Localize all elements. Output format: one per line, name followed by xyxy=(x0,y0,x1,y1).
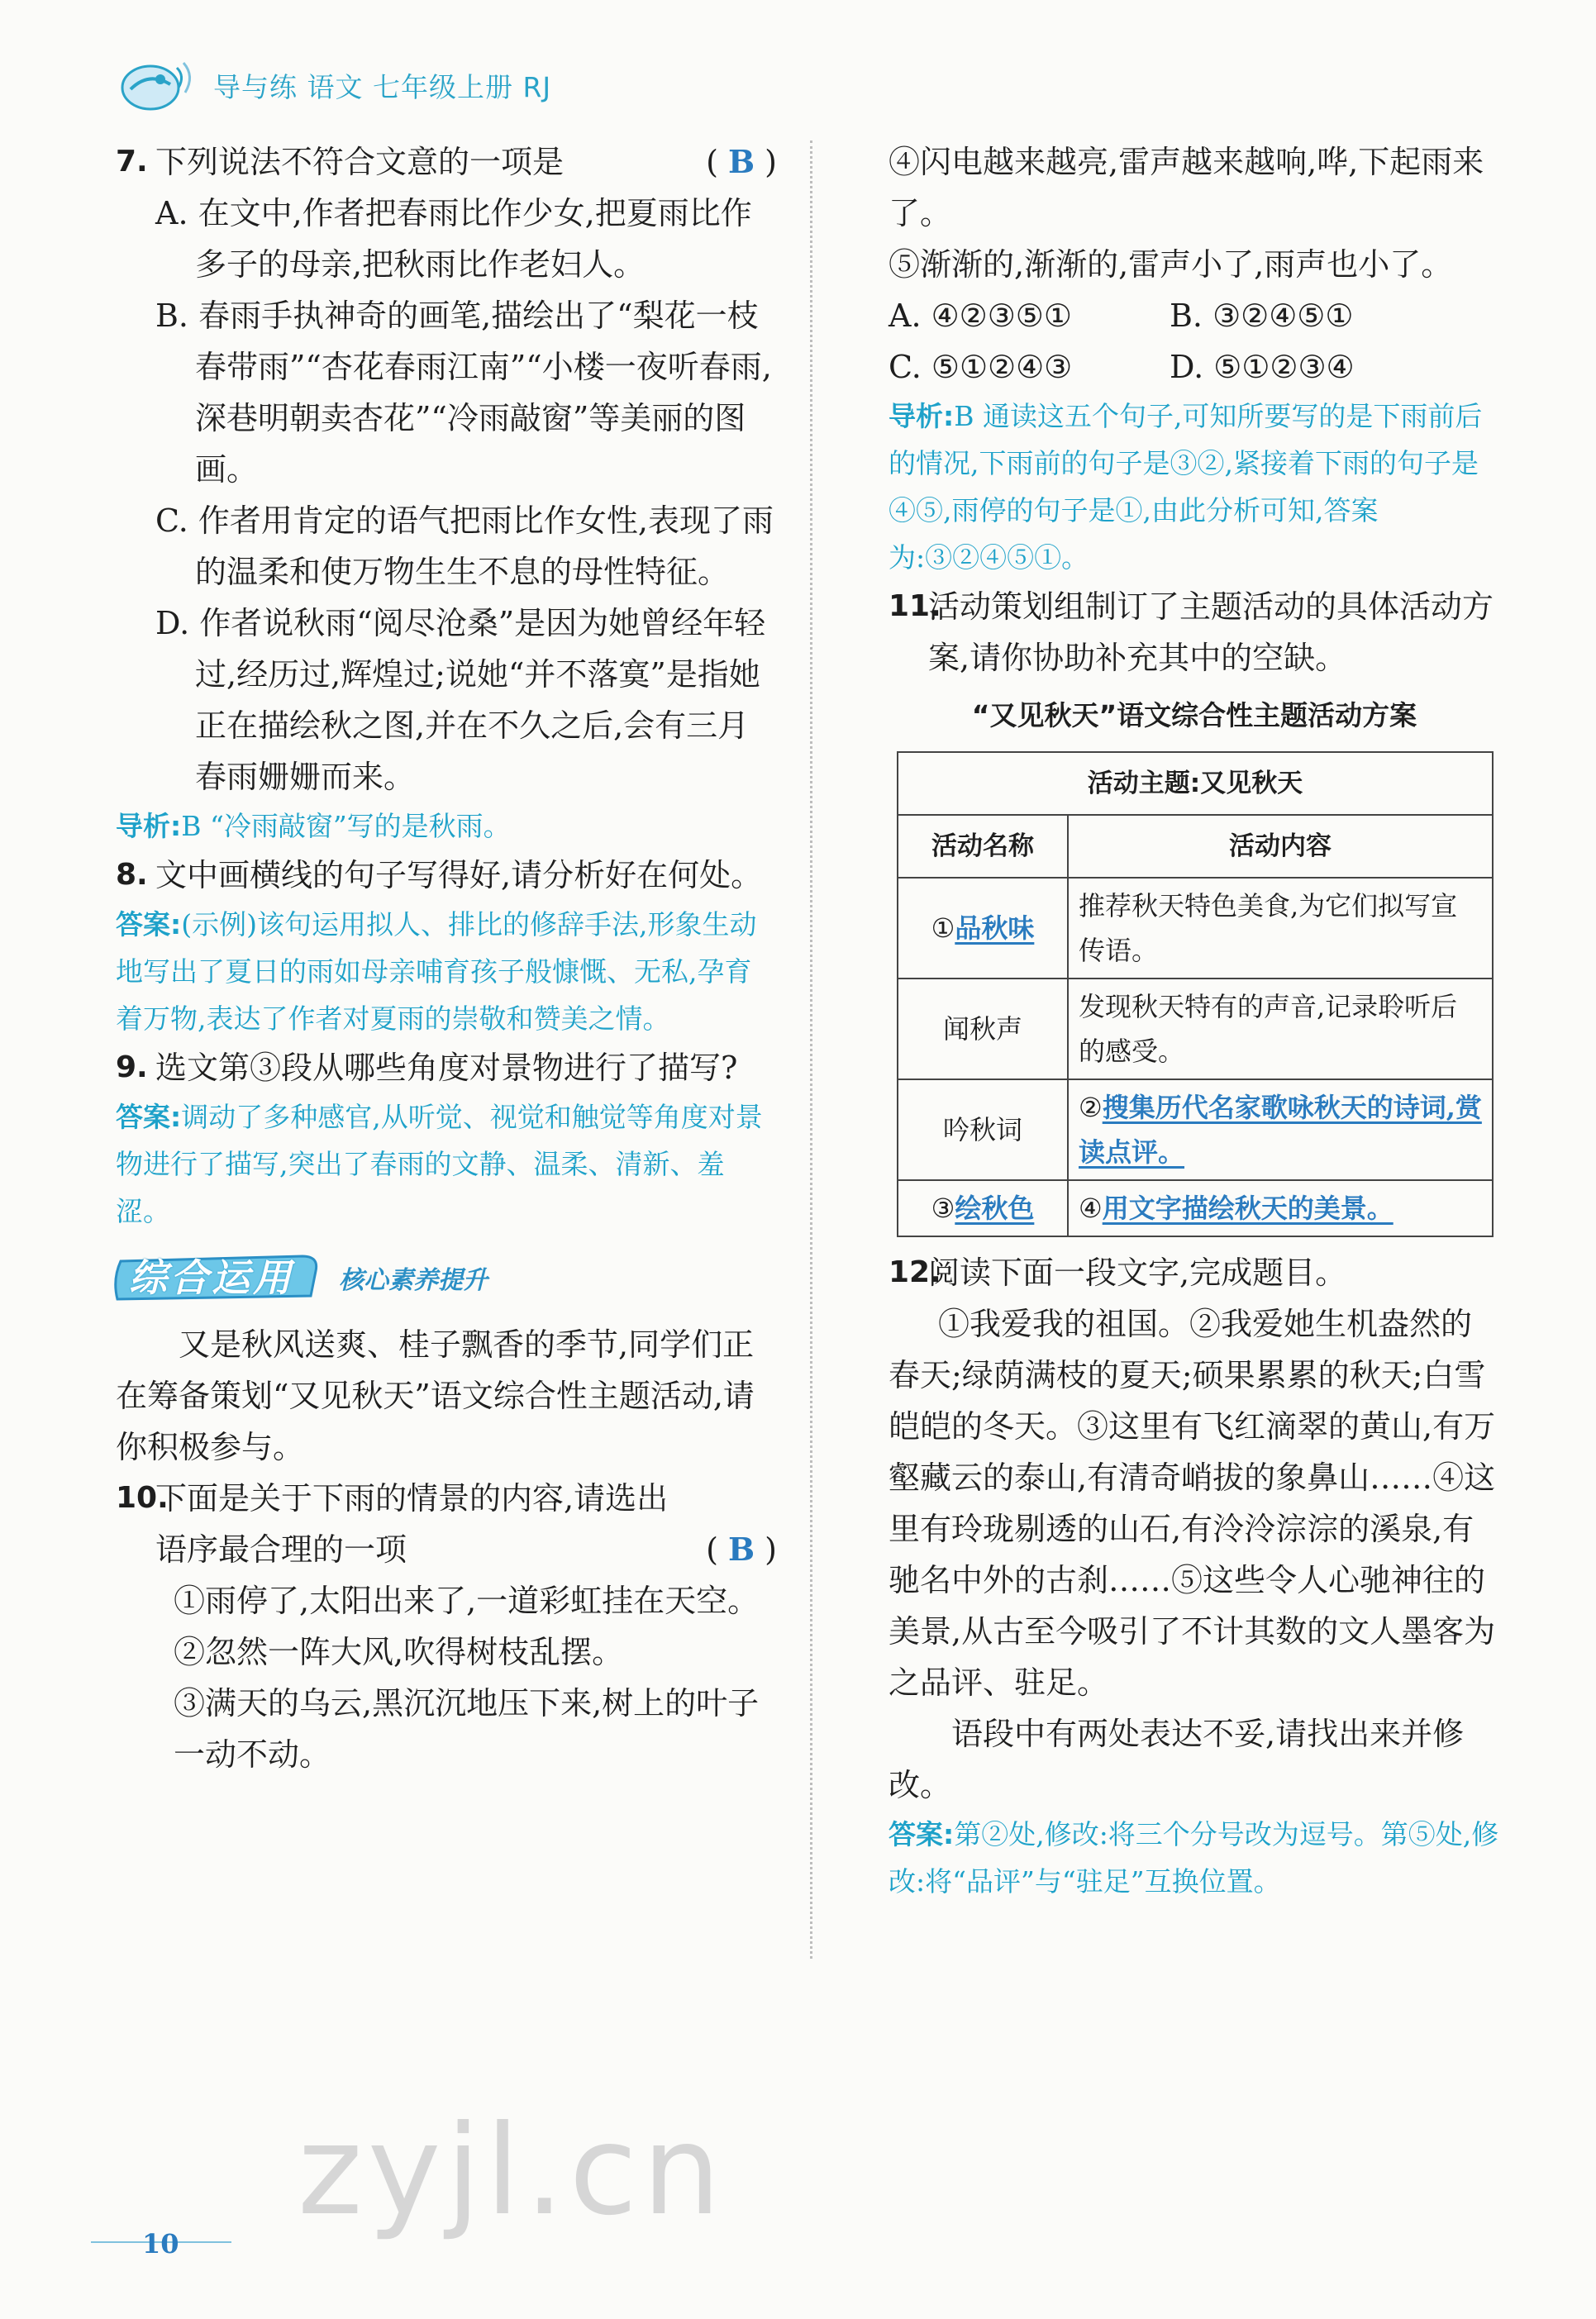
option-d: D. ⑤①②③④ xyxy=(1170,349,1355,385)
option-c: C. ⑤①②④③ xyxy=(889,349,1073,385)
question-12 xyxy=(889,1247,1500,1905)
option-c: C. 作者用肯定的语气把雨比作女性,表现了雨的温柔和使万物生生不息的母性特征。 xyxy=(155,502,774,590)
section-title: 综合运用 xyxy=(129,1255,294,1300)
sentence-2: ②忽然一阵大风,吹得树枝乱摆。 xyxy=(174,1634,624,1670)
page-number: 10 xyxy=(142,2228,179,2259)
option-b: B. ③②④⑤① xyxy=(1170,298,1354,334)
choice-answer: B xyxy=(727,1531,755,1568)
question-number: 9. xyxy=(116,1050,148,1084)
table-row xyxy=(898,979,1493,1079)
answer-bracket: ( B ) xyxy=(706,143,777,180)
intro-paragraph: 又是秋风送爽、桂子飘香的季节,同学们正在筹备策划“又见秋天”语文综合性主题活动,请你积极参与。 xyxy=(116,1326,755,1465)
option-b: B. 春雨手执神奇的画笔,描绘出了“梨花一枝春带雨”“杏花春雨江南”“小楼一夜听春雨,深巷明朝卖杏花”“冷雨敲窗”等美丽的图画。 xyxy=(155,298,772,488)
watermark: zyjl.cn xyxy=(298,2099,727,2243)
question-stem: 文中画横线的句子写得好,请分析好在何处。 xyxy=(155,857,763,893)
sentence-4: ④闪电越来越亮,雷声越来越响,哗,下起雨来了。 xyxy=(889,144,1484,231)
analysis: 导析:B “冷雨敲窗”写的是秋雨。 xyxy=(116,810,511,842)
activity-name: ①品秋味 xyxy=(898,878,1068,979)
book-logo-icon xyxy=(116,51,198,117)
answer: 答案:(示例)该句运用拟人、排比的修辞手法,形象生动地写出了夏日的雨如母亲哺育孩子般慷慨、无私,孕育着万物,表达了作者对夏雨的崇敬和赞美之情。 xyxy=(116,908,757,1035)
page-header xyxy=(116,51,694,117)
right-column xyxy=(889,136,1500,1905)
activity-content: 发现秋天特有的声音,记录聆听后的感受。 xyxy=(1068,979,1493,1079)
question-10 xyxy=(116,1473,777,1780)
question-9 xyxy=(116,1042,777,1235)
activity-content: ②搜集历代名家歌咏秋天的诗词,赏读点评。 xyxy=(1068,1079,1493,1180)
column-header-name: 活动名称 xyxy=(898,815,1068,878)
activity-plan-table xyxy=(897,751,1494,1237)
question-number: 12. xyxy=(889,1255,941,1289)
table-header-row xyxy=(898,815,1493,878)
section-subtitle: 核心素养提升 xyxy=(339,1266,488,1295)
question-number: 11. xyxy=(889,589,941,623)
question-stem: 阅读下面一段文字,完成题目。 xyxy=(928,1255,1347,1291)
answer: 答案:第②处,修改:将三个分号改为逗号。第⑤处,修改:将“品评”与“驻足”互换位置。 xyxy=(889,1818,1499,1898)
options-row-1 xyxy=(889,290,1500,341)
choice-answer: B xyxy=(727,143,755,180)
question-number: 10. xyxy=(116,1481,169,1515)
question-number: 7. xyxy=(116,145,148,179)
sentence-3: ③满天的乌云,黑沉沉地压下来,树上的叶子一动不动。 xyxy=(174,1685,760,1773)
activity-content: ④用文字描绘秋天的美景。 xyxy=(1068,1180,1493,1236)
option-a: A. ④②③⑤① xyxy=(889,298,1072,334)
sentence-1: ①雨停了,太阳出来了,一道彩虹挂在天空。 xyxy=(174,1583,760,1619)
table-row xyxy=(898,1180,1493,1236)
analysis: 导析:B 通读这五个句子,可知所要写的是下雨前后的情况,下雨前的句子是③②,紧接着下雨的句子是④⑤,雨停的句子是①,由此分析可知,答案为:③②④⑤①。 xyxy=(889,400,1483,574)
question-stem: 下面是关于下雨的情景的内容,请选出语序最合理的一项 xyxy=(155,1480,669,1568)
activity-content: 推荐秋天特色美食,为它们拟写宣传语。 xyxy=(1068,878,1493,979)
left-column xyxy=(116,136,777,1780)
column-header-content: 活动内容 xyxy=(1068,815,1493,878)
question-stem: 下列说法不符合文意的一项是 xyxy=(155,144,565,180)
table-row xyxy=(898,1079,1493,1180)
table-row xyxy=(898,878,1493,979)
question-11 xyxy=(889,581,1500,1237)
column-divider xyxy=(810,140,812,1959)
question-number: 8. xyxy=(116,858,148,892)
option-d: D. 作者说秋雨“阅尽沧桑”是因为她曾经年轻过,经历过,辉煌过;说她“并不落寞”是指她正在描绘秋之图,并在不久之后,会有三月春雨姗姗而来。 xyxy=(155,605,766,795)
question-stem: 选文第③段从哪些角度对景物进行了描写? xyxy=(155,1050,738,1086)
table-theme: 活动主题:又见秋天 xyxy=(898,752,1493,815)
answer: 答案:调动了多种感官,从听觉、视觉和触觉等角度对景物进行了描写,突出了春雨的文静、温柔、清新、羞涩。 xyxy=(116,1101,763,1227)
header-title: 导与练 语文 七年级上册 RJ xyxy=(213,71,552,103)
reading-passage: ①我爱我的祖国。②我爱她生机盎然的春天;绿荫满枝的夏天;硕果累累的秋天;白雪皑皑的冬天。③这里有飞红滴翠的黄山,有万壑藏云的泰山,有清奇峭拔的象鼻山……④这里有玲珑剔透的山石,有泠泠淙淙的溪泉,有驰名中外的古刹……⑤这些令人心驰神往的美景,从古至今吸引了不计其数的文人墨客为之品评、驻足。 xyxy=(889,1306,1496,1701)
question-prompt: 语段中有两处表达不妥,请找出来并修改。 xyxy=(889,1716,1465,1803)
question-stem: 活动策划组制订了主题活动的具体活动方案,请你协助补充其中的空缺。 xyxy=(928,588,1494,676)
section-banner xyxy=(116,1251,777,1311)
activity-name: ③绘秋色 xyxy=(898,1180,1068,1236)
table-title: “又见秋天”语文综合性主题活动方案 xyxy=(971,699,1417,731)
activity-name: 闻秋声 xyxy=(898,979,1068,1079)
question-7 xyxy=(116,136,777,850)
options-row-2 xyxy=(889,341,1500,393)
option-a: A. 在文中,作者把春雨比作少女,把夏雨比作多子的母亲,把秋雨比作老妇人。 xyxy=(155,195,752,283)
answer-bracket: ( B ) xyxy=(706,1531,777,1568)
table-header-row xyxy=(898,752,1493,815)
sentence-5: ⑤渐渐的,渐渐的,雷声小了,雨声也小了。 xyxy=(889,246,1453,283)
question-8 xyxy=(116,850,777,1042)
activity-name: 吟秋词 xyxy=(898,1079,1068,1180)
